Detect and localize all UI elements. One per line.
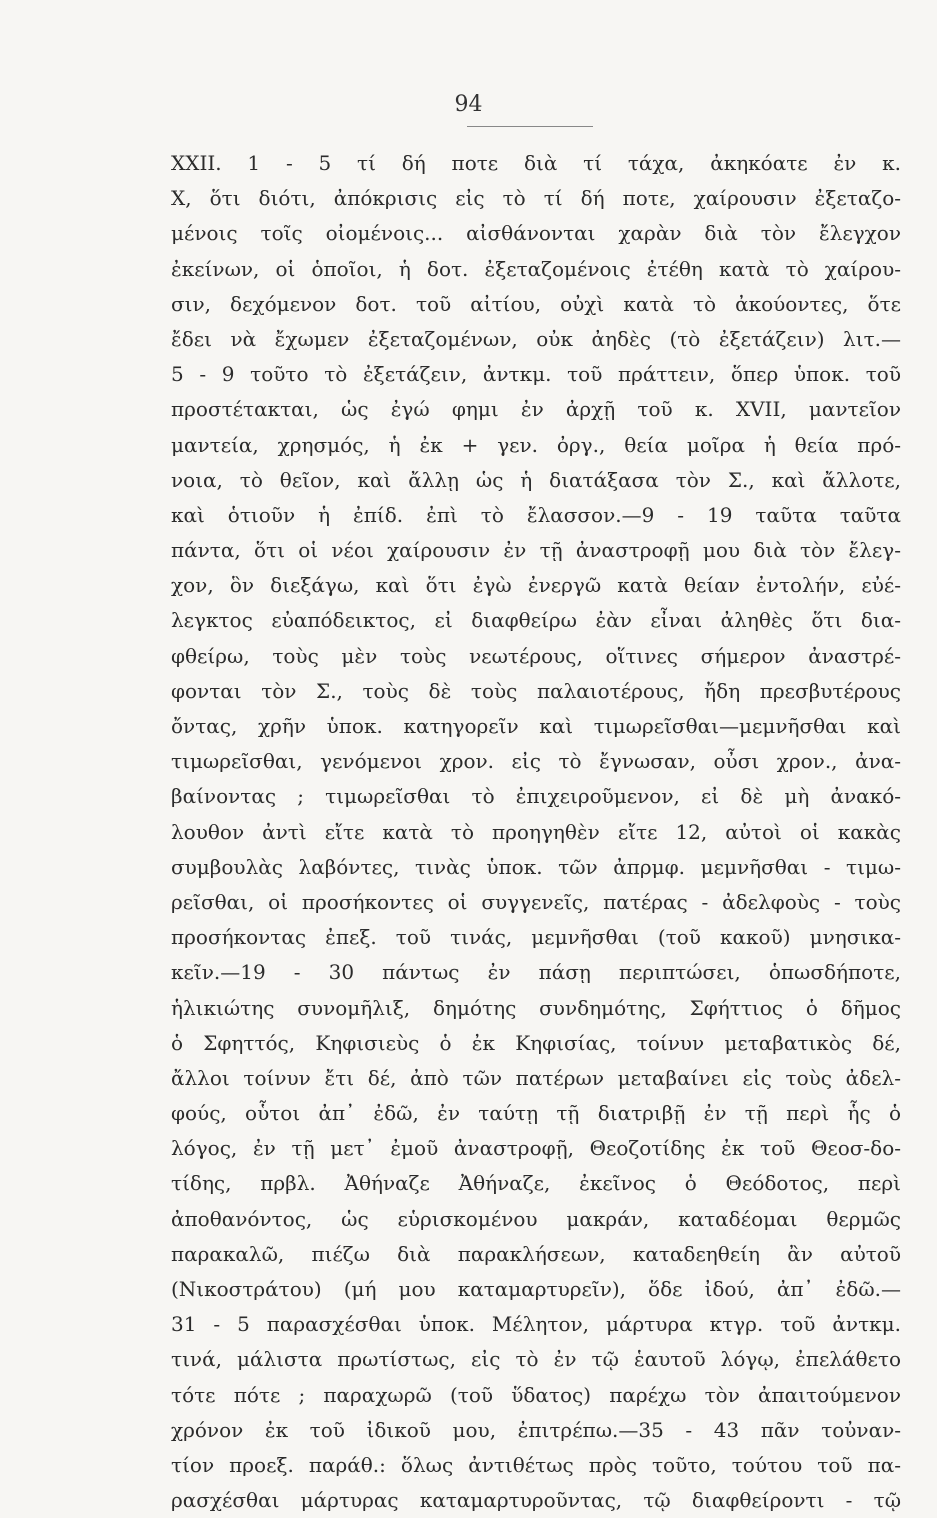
text-line: ἐκείνων, οἱ ὁποῖοι, ἡ δοτ. ἐξεταζομένοις ἐτέθη κατὰ τὸ χαίρου- [171,256,901,281]
text-line: XXII. 1 - 5 τί δή ποτε διὰ τί τάχα, ἀκηκόατε ἐν κ. [171,151,901,175]
text-line: καὶ ὁτιοῦν ἡ ἐπίδ. ἐπὶ τὸ ἔλασσον.—9 - 19 ταῦτα ταῦτα [171,502,901,527]
text-line: νοια, τὸ θεῖον, καὶ ἄλλῃ ὡς ἡ διατάξασα τὸν Σ., καὶ ἄλλοτε, [171,467,901,492]
text-line: ἡλικιώτης συνομῆλιξ, δημότης συνδημότης, Σφήττιος ὁ δῆμος [171,995,901,1020]
text-line: χρόνον ἐκ τοῦ ἰδικοῦ μου, ἐπιτρέπω.—35 - 43 πᾶν τοὐναν- [171,1417,901,1442]
page-number: 94 [454,92,483,117]
text-line: σιν, δεχόμενον δοτ. τοῦ αἰτίου, οὐχὶ κατὰ τὸ ἀκούοντες, ὅτε [171,291,901,316]
text-line: τιμωρεῖσθαι, γενόμενοι χρον. εἰς τὸ ἔγνωσαν, οὖσι χρον., ἀνα- [171,749,901,774]
text-line: τότε πότε ; παραχωρῶ (τοῦ ὕδατος) παρέχω τὸν ἀπαιτούμενον [171,1382,901,1407]
text-line: λουθον ἀντὶ εἴτε κατὰ τὸ προηγηθὲν εἴτε 12, αὐτοὶ οἱ κακὰς [171,819,901,844]
text-line: τινά, μάλιστα πρωτίστως, εἰς τὸ ἐν τῷ ἑαυτοῦ λόγῳ, ἐπελάθετο [171,1347,901,1372]
text-line: προστέτακται, ὡς ἐγώ φημι ἐν ἀρχῇ τοῦ κ. XVII, μαντεῖον [171,397,901,422]
text-line: λόγος, ἐν τῇ μετ᾽ ἐμοῦ ἀναστροφῇ, Θεοζοτίδης ἐκ τοῦ Θεοσ-δο- [171,1136,901,1161]
text-line: ρασχέσθαι μάρτυρας καταμαρτυροῦντας, τῷ διαφθείροντι - τῷ [171,1488,901,1513]
text-line: μένοις τοῖς οἰομένοις... αἰσθάνονται χαρὰν διὰ τὸν ἔλεγχον [171,221,901,246]
text-line: συμβουλὰς λαβόντες, τινὰς ὑποκ. τῶν ἀπρμφ. μεμνῆσθαι - τιμω- [171,854,901,879]
text-line: μαντεία, χρησμός, ἡ ἐκ + γεν. ὀργ., θεία μοῖρα ἡ θεία πρό- [171,432,901,457]
text-line: πάντα, ὅτι οἱ νέοι χαίρουσιν ἐν τῇ ἀναστροφῇ μου διὰ τὸν ἔλεγ- [171,538,901,563]
text-line: ἔδει νὰ ἔχωμεν ἐξεταζομένων, οὐκ ἀηδὲς (τὸ ἐξετάζειν) λιτ.— [171,326,901,351]
text-line: ρεῖσθαι, οἱ προσήκοντες οἱ συγγενεῖς, πατέρας - ἀδελφοὺς - τοὺς [171,889,901,914]
text-line: φούς, οὗτοι ἀπ᾽ ἐδῶ, ἐν ταύτῃ τῇ διατριβῇ ἐν τῇ περὶ ἧς ὁ [171,1101,901,1126]
text-line: ἄλλοι τοίνυν ἔτι δέ, ἀπὸ τῶν πατέρων μεταβαίνει εἰς τοὺς ἀδελ- [171,1065,901,1090]
text-line: ἀποθανόντος, ὡς εὑρισκομένου μακράν, καταδέομαι θερμῶς [171,1206,901,1231]
text-line: χον, ὃν διεξάγω, καὶ ὅτι ἐγὼ ἐνεργῶ κατὰ θείαν ἐντολήν, εὐέ- [171,573,901,598]
text-line: παρακαλῶ, πιέζω διὰ παρακλήσεων, καταδεηθείη ἂν αὐτοῦ [171,1241,901,1266]
text-line: ὁ Σφηττός, Κηφισιεὺς ὁ ἐκ Κηφισίας, τοίνυν μεταβατικὸς δέ, [171,1030,901,1055]
text-line: Χ, ὅτι διότι, ἀπόκρισις εἰς τὸ τί δή ποτε, χαίρουσιν ἐξεταζο- [171,186,901,211]
text-line: τίον προεξ. παράθ.: ὅλως ἀντιθέτως πρὸς τοῦτο, τούτου τοῦ πα- [171,1452,901,1477]
text-line: (Νικοστράτου) (μή μου καταμαρτυρεῖν), ὅδε ἰδού, ἀπ᾽ ἐδῶ.— [171,1277,901,1301]
text-line: ὄντας, χρῆν ὑποκ. κατηγορεῖν καὶ τιμωρεῖσθαι—μεμνῆσθαι καὶ [171,714,901,738]
commentary-text [171,146,901,1518]
text-line: προσήκοντας ἐπεξ. τοῦ τινάς, μεμνῆσθαι (τοῦ κακοῦ) μνησικα- [171,925,901,950]
text-line: φθείρω, τοὺς μὲν τοὺς νεωτέρους, οἵτινες σήμερον ἀναστρέ- [171,643,901,668]
text-line: φονται τὸν Σ., τοὺς δὲ τοὺς παλαιοτέρους, ἤδη πρεσβυτέρους [171,678,901,703]
header-rule [467,126,593,127]
text-line: κεῖν.—19 - 30 πάντως ἐν πάσῃ περιπτώσει, ὁπωσδήποτε, [171,960,901,985]
text-line: βαίνοντας ; τιμωρεῖσθαι τὸ ἐπιχειροῦμενον, εἰ δὲ μὴ ἀνακό- [171,784,901,809]
text-line: λεγκτος εὐαπόδεικτος, εἰ διαφθείρω ἐὰν εἶναι ἀληθὲς ὅτι δια- [171,608,901,633]
text-line: τίδης, πρβλ. Ἀθήναζε Ἀθήναζε, ἐκεῖνος ὁ Θεόδοτος, περὶ [171,1171,901,1196]
text-line: 5 - 9 τοῦτο τὸ ἐξετάζειν, ἀντκμ. τοῦ πράττειν, ὅπερ ὑποκ. τοῦ [171,362,901,387]
text-line: 31 - 5 παρασχέσθαι ὑποκ. Μέλητον, μάρτυρα κτγρ. τοῦ ἀντκμ. [171,1312,901,1337]
